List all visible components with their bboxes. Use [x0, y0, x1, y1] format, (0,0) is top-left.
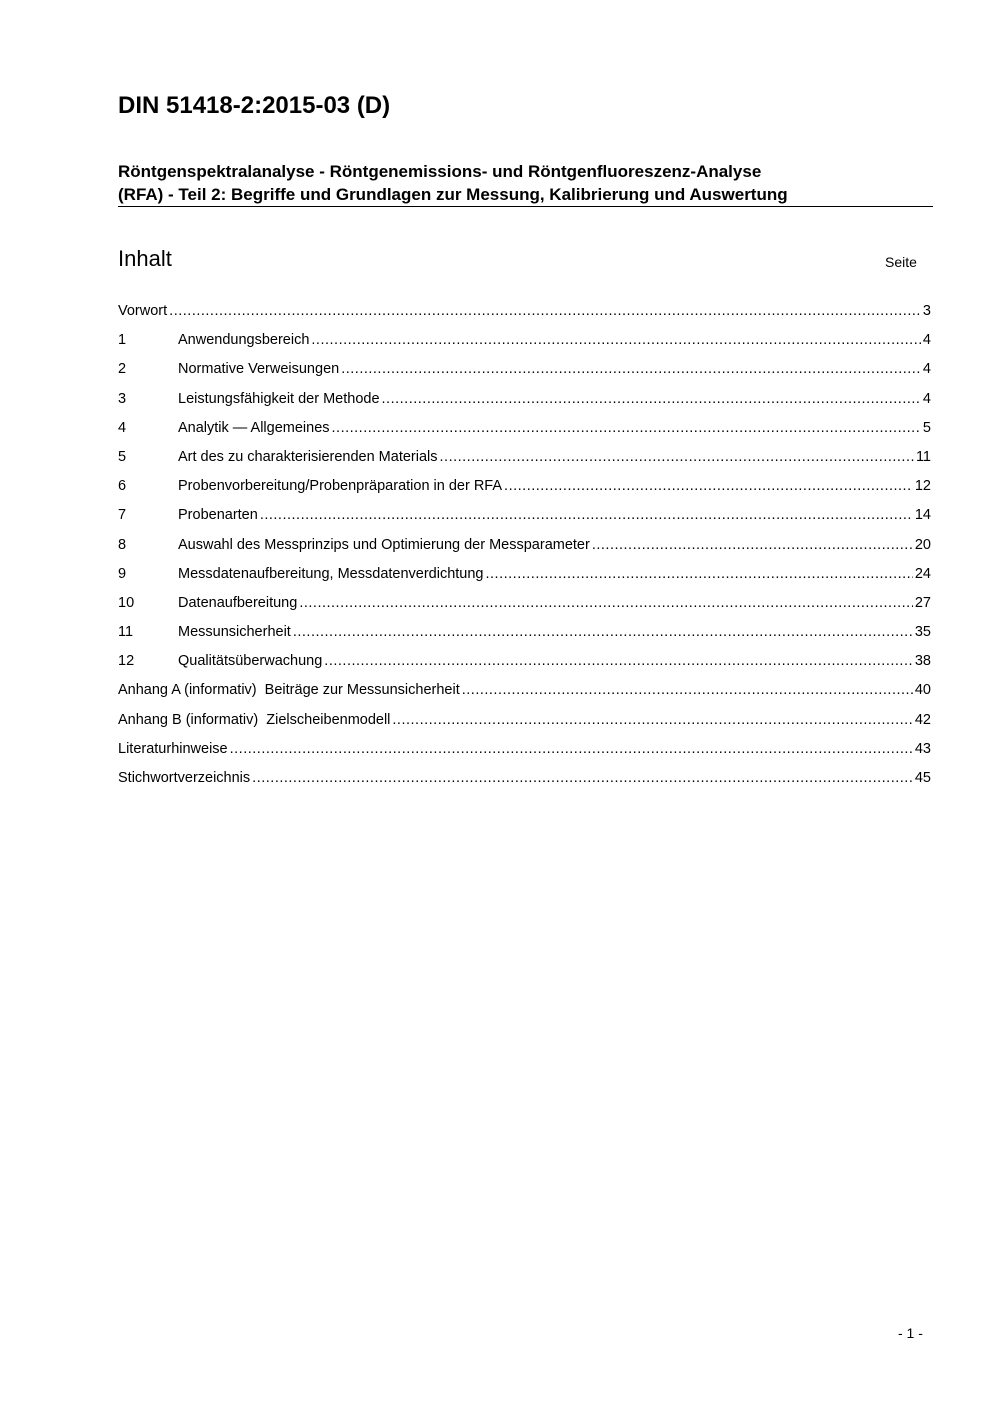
toc-entry-page: 11 [915, 448, 931, 465]
toc-entry-page: 12 [914, 478, 931, 495]
table-of-contents [118, 302, 931, 798]
toc-entry-11[interactable] [118, 623, 931, 652]
toc-entry-text: Anwendungsbereich [178, 332, 310, 349]
title-divider [118, 206, 933, 207]
toc-entry-page: 14 [914, 507, 931, 524]
toc-entry-6[interactable] [118, 477, 931, 506]
toc-leader-dots [324, 652, 913, 670]
document-title [118, 160, 933, 206]
toc-leader-dots [299, 594, 913, 612]
toc-entry-text: Art des zu charakterisierenden Materials [178, 448, 438, 465]
toc-entry-text: Literaturhinweise [118, 740, 228, 757]
toc-entry-page: 3 [922, 303, 931, 319]
toc-entry-text: Analytik — Allgemeines [178, 419, 330, 436]
toc-entry-text: Messunsicherheit [178, 624, 291, 641]
page-number: - 1 - [898, 1325, 923, 1341]
toc-entry-text: Probenarten [178, 507, 258, 524]
toc-entry-page: 35 [914, 624, 931, 641]
toc-entry-page: 24 [914, 565, 931, 582]
toc-page-column-label: Seite [885, 254, 917, 270]
toc-entry-number: 9 [118, 565, 127, 582]
toc-entry-text: Vorwort [118, 303, 168, 319]
toc-entry-page: 5 [922, 419, 931, 436]
toc-entry-text: Probenvorbereitung/Probenpräparation in der RFA [178, 478, 503, 495]
toc-entry-page: 45 [914, 770, 931, 786]
toc-entry-anhang-b[interactable] [118, 711, 931, 740]
toc-entry-page: 27 [914, 594, 931, 611]
toc-leader-dots [293, 623, 913, 641]
toc-entry-10[interactable] [118, 594, 931, 623]
toc-entry-page: 4 [922, 361, 931, 378]
toc-entry-number: 10 [118, 594, 135, 611]
toc-leader-dots [252, 769, 913, 787]
toc-leader-dots [592, 536, 913, 554]
toc-entry-number: 2 [118, 361, 127, 378]
toc-entry-8[interactable] [118, 536, 931, 565]
toc-entry-page: 43 [914, 740, 931, 757]
toc-leader-dots [311, 331, 921, 349]
toc-entry-number: 6 [118, 478, 127, 495]
toc-entry-text: Stichwortverzeichnis [118, 770, 251, 786]
toc-entry-7[interactable] [118, 506, 931, 535]
toc-entry-number: 12 [118, 653, 135, 670]
toc-entry-literaturhinweise[interactable] [118, 740, 931, 769]
toc-entry-number: 1 [118, 332, 127, 349]
toc-entry-page: 4 [922, 332, 931, 349]
toc-entry-text: Anhang A (informativ) Beiträge zur Messunsicherheit [118, 682, 460, 699]
toc-entry-page: 20 [914, 536, 931, 553]
toc-leader-dots [486, 565, 913, 583]
toc-entry-page: 4 [922, 390, 931, 407]
toc-leader-dots [504, 477, 913, 495]
toc-entry-5[interactable] [118, 448, 931, 477]
toc-entry-number: 4 [118, 419, 127, 436]
toc-leader-dots [169, 302, 921, 320]
toc-entry-number: 3 [118, 390, 127, 407]
toc-entry-12[interactable] [118, 652, 931, 681]
toc-entry-vorwort[interactable] [118, 302, 931, 331]
toc-leader-dots [382, 390, 921, 408]
document-id: DIN 51418-2:2015-03 (D) [118, 92, 391, 119]
document-title-line-2: (RFA) - Teil 2: Begriffe und Grundlagen zur Messung, Kalibrierung und Auswertung [118, 185, 788, 204]
toc-leader-dots [332, 419, 921, 437]
toc-entry-stichwortverzeichnis[interactable] [118, 769, 931, 798]
toc-entry-page: 40 [914, 682, 931, 699]
toc-entry-3[interactable] [118, 390, 931, 419]
toc-entry-text: Messdatenaufbereitung, Messdatenverdichtung [178, 565, 484, 582]
toc-leader-dots [230, 740, 913, 758]
toc-entry-number: 5 [118, 448, 127, 465]
toc-entry-2[interactable] [118, 360, 931, 389]
toc-entry-text: Qualitätsüberwachung [178, 653, 323, 670]
toc-entry-text: Anhang B (informativ) Zielscheibenmodell [118, 711, 391, 728]
toc-entry-number: 7 [118, 507, 127, 524]
toc-leader-dots [392, 711, 912, 729]
toc-entry-text: Datenaufbereitung [178, 594, 298, 611]
toc-entry-4[interactable] [118, 419, 931, 448]
toc-entry-page: 38 [914, 653, 931, 670]
toc-leader-dots [462, 681, 913, 699]
toc-entry-text: Normative Verweisungen [178, 361, 340, 378]
toc-entry-text: Leistungsfähigkeit der Methode [178, 390, 380, 407]
toc-leader-dots [260, 506, 913, 524]
toc-entry-1[interactable] [118, 331, 931, 360]
document-title-line-1: Röntgenspektralanalyse - Röntgenemissions- und Röntgenfluoreszenz-Analyse [118, 162, 762, 181]
toc-entry-anhang-a[interactable] [118, 681, 931, 710]
toc-leader-dots [341, 360, 921, 378]
toc-entry-number: 11 [118, 624, 134, 641]
toc-leader-dots [440, 448, 914, 466]
toc-entry-9[interactable] [118, 565, 931, 594]
toc-entry-page: 42 [914, 711, 931, 728]
toc-entry-text: Auswahl des Messprinzips und Optimierung der Messparameter [178, 536, 590, 553]
toc-heading: Inhalt [118, 246, 172, 271]
toc-entry-number: 8 [118, 536, 127, 553]
